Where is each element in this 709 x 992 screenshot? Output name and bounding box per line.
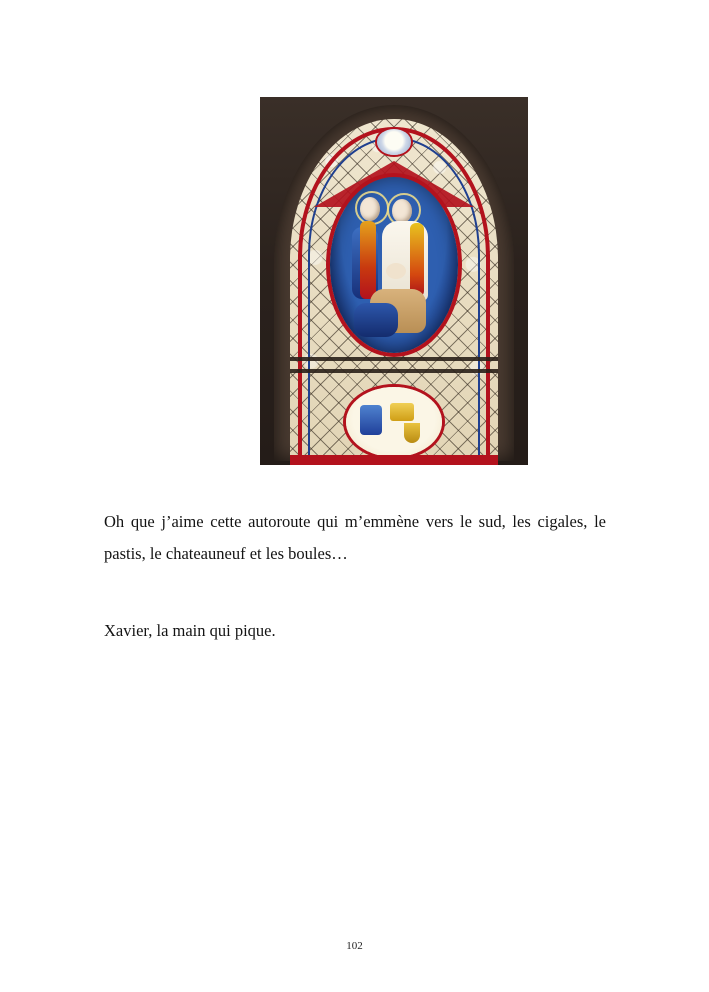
stained-glass-window [290,119,498,465]
praying-hands [386,263,406,279]
saint-head [392,199,412,223]
gold-glass-panel [390,403,414,421]
transom-bar [290,357,498,361]
paragraph-1: Oh que j’aime cette autoroute qui m’emmène vers le sud, les cigales, le pastis, le chateauneuf et les boules… [104,511,606,563]
lower-medallion [346,387,442,457]
chalice-icon [404,423,420,443]
gold-stole [410,223,424,297]
red-stole [360,221,376,299]
saint-head [360,197,380,221]
kneeling-figure-robe [354,303,398,337]
transom-bar [290,369,498,373]
page-number: 102 [346,940,363,952]
stained-glass-photo [260,97,528,465]
central-figure-medallion [330,177,458,353]
dove-icon [377,129,411,155]
blue-glass-panel [360,405,382,435]
paragraph-2: Xavier, la main qui pique. [104,620,276,640]
bottom-border-band [290,455,498,465]
